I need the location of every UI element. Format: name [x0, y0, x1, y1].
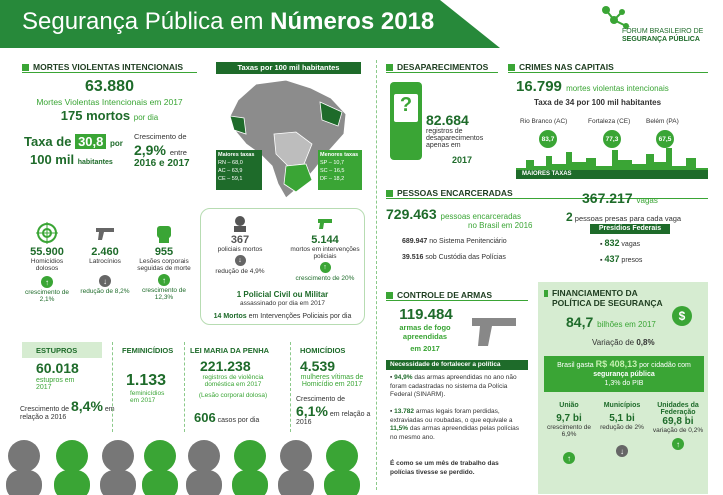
- armas-close: É como se um mês de trabalho das polícias tivesse se perdido.: [390, 460, 499, 476]
- crime-change: crescimento de 2,1%: [24, 289, 70, 303]
- crime-value: 55.900: [30, 246, 64, 258]
- p1-pct: 94,9%: [394, 374, 413, 381]
- gun-icon: [94, 222, 116, 244]
- fin-col-uf: [650, 402, 706, 450]
- city-name: Belém (PA): [646, 118, 679, 125]
- crime-change: crescimento de 12,3%: [141, 287, 187, 301]
- divider: [22, 72, 197, 73]
- mvi-rate-line2: [30, 152, 113, 167]
- spend4: 1,3% do PIB: [604, 380, 644, 387]
- rate-line2-suffix: habitantes: [77, 159, 113, 166]
- sist-label: no Sistema Penitenciário: [429, 238, 507, 245]
- capitais-rate: Taxa de 34 por 100 mil habitantes: [534, 98, 662, 107]
- maria-per-day-num: 606: [194, 410, 216, 425]
- interv-value: 5.144: [311, 234, 339, 246]
- estupros-growth-value: 8,4%: [70, 398, 103, 414]
- estupros-growth-prefix: Crescimento de: [20, 406, 70, 413]
- capitais-bar-label: MAIORES TAXAS: [516, 170, 708, 179]
- mvi-caption: Mortes Violentas Intencionais em 2017: [36, 97, 183, 107]
- presos-value: 729.463: [386, 206, 437, 222]
- fist-icon: [153, 222, 175, 244]
- armas-label: armas de fogo apreendidas: [399, 323, 451, 341]
- fed-presos: presos: [621, 257, 643, 264]
- police-line3: em Intervenções Policiais por dia: [248, 313, 352, 320]
- police-officer-icon: [231, 214, 249, 232]
- fed-vagas: vagas: [621, 241, 641, 248]
- fin-col-value: 9,7 bi: [556, 413, 582, 424]
- police-interventions: [290, 214, 360, 282]
- homicidios-value: 4.539: [300, 358, 336, 374]
- crime-homicidios: [22, 222, 72, 303]
- armas-p1: ▪ 94,9% das armas apreendidas no ano não foram cadastradas no sistema da Polícia Federal (SINARM).: [390, 374, 517, 398]
- feminicidios-title: FEMINICÍDIOS: [122, 346, 174, 355]
- gun-icon: [316, 214, 334, 232]
- mvi-per-day: 175 mortos: [60, 108, 131, 123]
- fin-value: 84,7: [566, 314, 594, 330]
- desap-label: registros de desaparecimentos apenas em: [426, 128, 484, 149]
- rate-prefix: Taxa de: [24, 134, 72, 149]
- homicidios-growth-value: 6,1%: [296, 403, 328, 419]
- fin-col-value: 69,8 bi: [662, 416, 694, 427]
- mvi-per-day-unit: por dia: [133, 113, 159, 122]
- homicidios-growth-prefix: Crescimento de: [296, 396, 346, 403]
- homicidios-label: mulheres vítimas de Homicídio em 2017: [300, 374, 364, 388]
- crime-lesoes: [134, 222, 194, 301]
- pol-label: sob Custódia das Polícias: [425, 254, 506, 261]
- divider: [386, 72, 498, 73]
- feminicidios-value: 1.133: [126, 372, 167, 389]
- fed-title: Presídios Federais: [590, 224, 670, 234]
- up-arrow-icon: ↑: [563, 452, 575, 464]
- estupros-growth-suffix: em relação a 2016: [20, 406, 115, 421]
- armas-need: Necessidade de fortalecer a política: [386, 360, 528, 370]
- fin-unit: bilhões em 2017: [597, 320, 656, 329]
- column-divider: [376, 60, 377, 490]
- p2b-text: das armas apreendidas pelas polícias no mesmo ano.: [390, 425, 520, 441]
- logo-text-line1: FÓRUM BRASILEIRO DE: [622, 28, 704, 35]
- killed-label: policiais mortos: [217, 246, 263, 253]
- growth-years: 2016 e 2017: [134, 158, 190, 169]
- low-title: Menores taxas: [320, 152, 359, 158]
- crime-latrocinios: [80, 222, 130, 295]
- growth-label: Crescimento de: [134, 132, 187, 141]
- high-item: RN – 68,0: [218, 160, 243, 166]
- desap-year: 2017: [452, 155, 473, 165]
- armas-value: 119.484: [399, 306, 453, 323]
- fin-col-title: Unidades da Federação: [657, 402, 699, 416]
- low-item: SP – 10,7: [320, 160, 345, 166]
- women-silhouettes: [0, 434, 376, 495]
- crime-label: Lesões corporais seguidas de morte: [137, 258, 191, 272]
- growth-label2: entre: [169, 148, 187, 157]
- police-line3-bold: 14 Mortos: [213, 313, 247, 320]
- growth-value-wrap: [134, 142, 187, 158]
- crime-value: 2.460: [91, 246, 119, 258]
- fin-col-value: 5,1 bi: [609, 413, 635, 424]
- crime-value: 955: [154, 246, 174, 258]
- up-arrow-icon: ↑: [158, 274, 170, 286]
- up-arrow-icon: ↑: [41, 276, 53, 288]
- presos-label: pessoas encarceradas: [440, 212, 521, 221]
- page-title: Segurança Pública em Números 2018: [22, 8, 435, 35]
- maria-label: registros de violência doméstica em 2017: [202, 374, 264, 388]
- mvi-total: 63.880: [85, 78, 134, 95]
- armas-year: em 2017: [410, 344, 440, 353]
- section-mvi-title: MORTES VIOLENTAS INTENCIONAIS: [22, 62, 183, 72]
- map-high-legend: [216, 150, 262, 190]
- armas-p2: ▪ 13.782 armas legais foram perdidas, extraviadas ou roubadas, o que equivale a 11,5% das armas apreendidas pelas polícias no mesmo ano.: [390, 408, 520, 441]
- p2-num: 13.782: [394, 408, 415, 415]
- homicidios-growth-suffix: em relação a 2016: [296, 411, 371, 426]
- up-arrow-icon: ↑: [320, 262, 331, 273]
- logo-text-line2: SEGURANÇA PÚBLICA: [622, 36, 700, 43]
- maria-value: 221.238: [200, 358, 251, 374]
- high-item: CE – 59,1: [218, 176, 243, 182]
- rate-line2: 100 mil: [30, 152, 75, 167]
- map-title: Taxas por 100 mil habitantes: [216, 62, 361, 74]
- section-desap-title: DESAPARECIMENTOS: [386, 62, 488, 72]
- high-title: Maiores taxas: [218, 152, 255, 158]
- maria-sub: (Lesão corporal dolosa): [198, 392, 268, 399]
- mvi-rate: [24, 134, 123, 149]
- divider: [184, 342, 185, 432]
- spend1: Brasil gasta: [557, 362, 594, 369]
- maria-per-day: casos por dia: [217, 417, 260, 424]
- down-arrow-icon: ↓: [235, 255, 246, 266]
- vagas-label: vagas: [636, 196, 658, 205]
- estupros-value: 60.018: [36, 360, 79, 376]
- crime-label: Homicídios dolosos: [30, 258, 64, 272]
- killed-change: redução de 4,9%: [215, 268, 265, 275]
- p1-text: das armas apreendidas no ano não foram cadastradas no sistema da Polícia Federal (SINARM).: [390, 374, 517, 398]
- divider: [386, 300, 528, 301]
- maria-title: LEI MARIA DA PENHA: [190, 346, 270, 355]
- growth-value: 2,9%: [134, 142, 166, 158]
- map-low-legend: [318, 150, 362, 190]
- divider: [290, 342, 291, 432]
- crime-change: redução de 8,2%: [80, 288, 130, 295]
- city-name: Rio Branco (AC): [520, 118, 568, 125]
- capitais-label: mortes violentas intencionais: [566, 84, 669, 93]
- police-killed: [210, 214, 270, 275]
- fed-presos-num: 437: [604, 254, 620, 264]
- city-rate-pin: 83,7: [537, 128, 559, 150]
- p2-text: armas legais foram perdidas, extraviadas ou roubadas, o que equivale a: [390, 408, 513, 424]
- fin-col-change: variação de 0,2%: [652, 427, 704, 434]
- fin-col-title: Municípios: [603, 402, 641, 409]
- presos-label2: no Brasil em 2016: [468, 221, 533, 230]
- var-label: Variação de: [592, 338, 635, 347]
- low-item: SC – 16,5: [320, 168, 345, 174]
- interv-change: crescimento de 20%: [295, 275, 355, 282]
- p2-pct: 11,5%: [390, 425, 409, 432]
- fin-spend: [544, 360, 704, 388]
- section-fin-title: FINANCIAMENTO DA POLÍTICA DE SEGURANÇA: [544, 288, 664, 308]
- section-capitais-title: CRIMES NAS CAPITAIS: [508, 62, 614, 72]
- city-name: Fortaleza (CE): [588, 118, 631, 125]
- police-line2: assassinado por dia em 2017: [240, 300, 325, 307]
- down-arrow-icon: ↓: [99, 275, 111, 287]
- spend-val: R$ 408,13: [595, 359, 638, 369]
- section-armas-title: CONTROLE DE ARMAS: [386, 290, 492, 300]
- pistol-icon: [470, 312, 520, 350]
- interv-label: mortos em intervenções policiais: [290, 246, 360, 260]
- section-presos-title: PESSOAS ENCARCERADAS: [386, 188, 513, 198]
- divider: [508, 72, 708, 73]
- pol-num: 39.516: [402, 254, 424, 261]
- feminicidios-label: feminicídios em 2017: [130, 390, 165, 404]
- spend3: segurança pública: [593, 371, 655, 378]
- killed-value: 367: [230, 234, 250, 246]
- fin-col-title: União: [559, 402, 579, 409]
- desap-value: 82.684: [426, 112, 469, 128]
- rate-value: 30,8: [75, 134, 106, 149]
- fin-col-uniao: [544, 402, 594, 464]
- high-item: AC – 63,9: [218, 168, 243, 174]
- rate-suffix: por: [110, 139, 123, 148]
- fed-vagas-num: 832: [604, 238, 620, 248]
- divider: [386, 198, 708, 199]
- money-icon: $: [672, 306, 692, 326]
- homicidios-title: HOMICÍDIOS: [300, 346, 346, 355]
- target-icon: [36, 222, 58, 244]
- spend2: por cidadão com: [639, 362, 691, 369]
- logo-icon: [600, 4, 630, 30]
- fin-col-change: crescimento de 6,9%: [546, 424, 592, 438]
- fin-col-change: redução de 2%: [600, 424, 644, 431]
- city-rate-pin: 77,3: [601, 128, 623, 150]
- estupros-title: ESTUPROS: [36, 346, 78, 355]
- per-vaga-label: pessoas presas para cada vaga: [574, 214, 682, 223]
- low-item: DF – 18,2: [320, 176, 345, 182]
- city-rate-pin: 67,5: [654, 128, 676, 150]
- up-arrow-icon: ↑: [672, 438, 684, 450]
- down-arrow-icon: ↓: [616, 445, 628, 457]
- missing-poster-icon: ?: [390, 82, 422, 160]
- divider: [112, 342, 113, 432]
- fin-col-municipios: [596, 402, 648, 457]
- vagas-num: 367.217: [582, 190, 633, 206]
- capitais-value: 16.799: [516, 78, 562, 95]
- logo: [600, 4, 710, 44]
- var-value: 0,8%: [636, 338, 655, 347]
- per-vaga-num: 2: [566, 210, 573, 224]
- crime-label: Latrocínios: [89, 258, 121, 265]
- sist-num: 689.947: [402, 238, 428, 245]
- estupros-label: estupros em 2017: [36, 377, 75, 391]
- police-line1: 1 Policial Civil ou Militar: [236, 290, 329, 299]
